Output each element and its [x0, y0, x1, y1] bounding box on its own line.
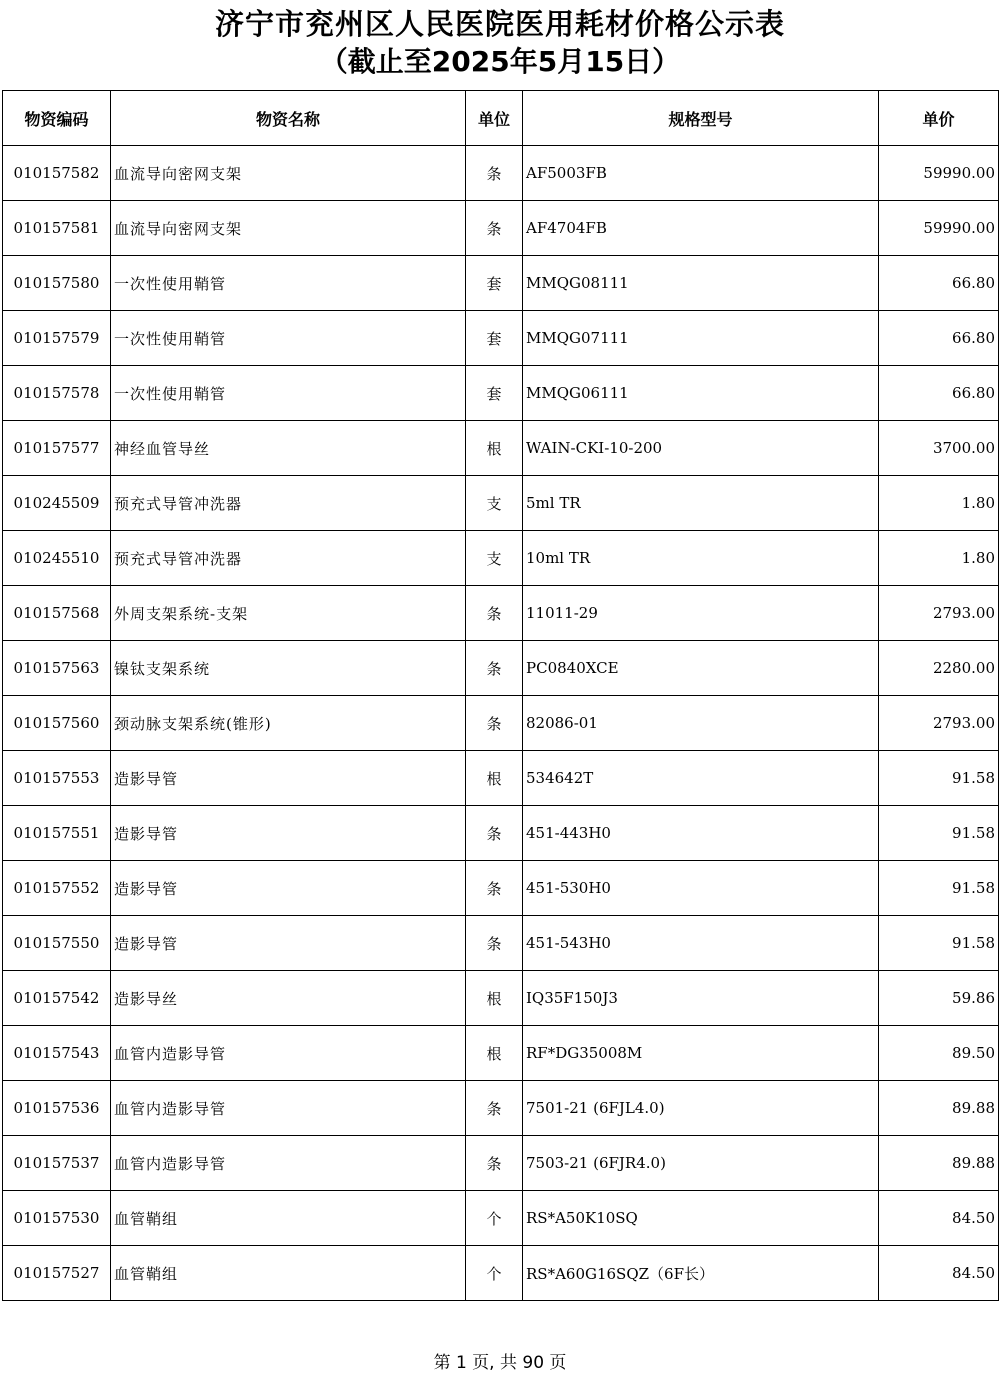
cell-code: 010157578	[3, 366, 111, 421]
page-indicator: 第 1 页, 共 90 页	[433, 1353, 567, 1373]
cell-spec: 7503-21 (6FJR4.0)	[523, 1136, 879, 1191]
cell-name: 血管内造影导管	[111, 1026, 466, 1081]
cell-spec: RS*A60G16SQZ（6F长）	[523, 1246, 879, 1301]
cell-spec: 11011-29	[523, 586, 879, 641]
cell-code: 010157582	[3, 146, 111, 201]
cell-code: 010157527	[3, 1246, 111, 1301]
cell-name: 血流导向密网支架	[111, 201, 466, 256]
cell-price: 59.86	[879, 971, 999, 1026]
table-row	[3, 1191, 999, 1246]
table-row	[3, 971, 999, 1026]
cell-price: 84.50	[879, 1191, 999, 1246]
cell-unit: 根	[466, 421, 523, 476]
cell-price: 2793.00	[879, 586, 999, 641]
cell-code: 010157543	[3, 1026, 111, 1081]
cell-unit: 支	[466, 476, 523, 531]
cell-unit: 个	[466, 1246, 523, 1301]
cell-code: 010157550	[3, 916, 111, 971]
cell-name: 镍钛支架系统	[111, 641, 466, 696]
cell-price: 2793.00	[879, 696, 999, 751]
cell-price: 59990.00	[879, 146, 999, 201]
cell-spec: RF*DG35008M	[523, 1026, 879, 1081]
cell-spec: MMQG08111	[523, 256, 879, 311]
cell-name: 预充式导管冲洗器	[111, 476, 466, 531]
cell-spec: AF4704FB	[523, 201, 879, 256]
cell-unit: 个	[466, 1191, 523, 1246]
table-row	[3, 696, 999, 751]
cell-unit: 套	[466, 366, 523, 421]
header-unit: 单位	[466, 91, 523, 146]
cell-price: 91.58	[879, 916, 999, 971]
cell-unit: 条	[466, 696, 523, 751]
cell-unit: 条	[466, 916, 523, 971]
cell-price: 91.58	[879, 861, 999, 916]
table-row	[3, 916, 999, 971]
header-code: 物资编码	[3, 91, 111, 146]
cell-unit: 条	[466, 861, 523, 916]
cell-code: 010157568	[3, 586, 111, 641]
cell-spec: MMQG07111	[523, 311, 879, 366]
table-row	[3, 1136, 999, 1191]
cell-name: 血管内造影导管	[111, 1136, 466, 1191]
cell-unit: 套	[466, 256, 523, 311]
cell-name: 一次性使用鞘管	[111, 256, 466, 311]
cell-code: 010245510	[3, 531, 111, 586]
cell-price: 66.80	[879, 256, 999, 311]
cell-code: 010157581	[3, 201, 111, 256]
cell-spec: 451-530H0	[523, 861, 879, 916]
cell-spec: 10ml TR	[523, 531, 879, 586]
table-row	[3, 586, 999, 641]
cell-price: 91.58	[879, 751, 999, 806]
cell-name: 外周支架系统-支架	[111, 586, 466, 641]
cell-price: 66.80	[879, 366, 999, 421]
cell-price: 1.80	[879, 476, 999, 531]
table-row	[3, 421, 999, 476]
cell-price: 66.80	[879, 311, 999, 366]
cell-spec: RS*A50K10SQ	[523, 1191, 879, 1246]
table-row	[3, 1246, 999, 1301]
table-row	[3, 1081, 999, 1136]
cell-name: 一次性使用鞘管	[111, 366, 466, 421]
table-row	[3, 1026, 999, 1081]
cell-code: 010157579	[3, 311, 111, 366]
table-row	[3, 366, 999, 421]
table-row	[3, 531, 999, 586]
table-row	[3, 146, 999, 201]
cell-code: 010157553	[3, 751, 111, 806]
table-header-row	[3, 91, 999, 146]
cell-spec: WAIN-CKI-10-200	[523, 421, 879, 476]
cell-code: 010157580	[3, 256, 111, 311]
cell-code: 010157560	[3, 696, 111, 751]
header-spec: 规格型号	[523, 91, 879, 146]
cell-spec: AF5003FB	[523, 146, 879, 201]
cell-unit: 条	[466, 586, 523, 641]
cell-spec: 451-543H0	[523, 916, 879, 971]
cell-price: 91.58	[879, 806, 999, 861]
cell-code: 010157552	[3, 861, 111, 916]
header-name: 物资名称	[111, 91, 466, 146]
cell-spec: 5ml TR	[523, 476, 879, 531]
document-subtitle: （截止至2025年5月15日）	[319, 45, 681, 78]
table-row	[3, 806, 999, 861]
cell-unit: 条	[466, 146, 523, 201]
cell-name: 造影导管	[111, 916, 466, 971]
cell-price: 1.80	[879, 531, 999, 586]
cell-unit: 套	[466, 311, 523, 366]
cell-price: 84.50	[879, 1246, 999, 1301]
cell-unit: 条	[466, 201, 523, 256]
cell-unit: 条	[466, 806, 523, 861]
cell-name: 血流导向密网支架	[111, 146, 466, 201]
table-row	[3, 476, 999, 531]
table-body	[3, 146, 999, 1301]
cell-price: 89.88	[879, 1136, 999, 1191]
cell-price: 89.50	[879, 1026, 999, 1081]
cell-spec: IQ35F150J3	[523, 971, 879, 1026]
cell-name: 颈动脉支架系统(锥形)	[111, 696, 466, 751]
cell-name: 血管内造影导管	[111, 1081, 466, 1136]
cell-price: 3700.00	[879, 421, 999, 476]
cell-name: 血管鞘组	[111, 1191, 466, 1246]
table-row	[3, 641, 999, 696]
cell-code: 010157530	[3, 1191, 111, 1246]
cell-unit: 根	[466, 971, 523, 1026]
cell-unit: 条	[466, 1136, 523, 1191]
cell-unit: 条	[466, 1081, 523, 1136]
cell-name: 造影导管	[111, 806, 466, 861]
cell-spec: 7501-21 (6FJL4.0)	[523, 1081, 879, 1136]
cell-unit: 支	[466, 531, 523, 586]
table-row	[3, 311, 999, 366]
cell-price: 59990.00	[879, 201, 999, 256]
cell-code: 010157537	[3, 1136, 111, 1191]
document-title: 济宁市兖州区人民医院医用耗材价格公示表	[214, 7, 785, 41]
cell-code: 010157542	[3, 971, 111, 1026]
price-table	[2, 90, 999, 1301]
cell-name: 一次性使用鞘管	[111, 311, 466, 366]
cell-name: 预充式导管冲洗器	[111, 531, 466, 586]
cell-unit: 根	[466, 1026, 523, 1081]
cell-code: 010157551	[3, 806, 111, 861]
cell-code: 010157563	[3, 641, 111, 696]
cell-name: 造影导管	[111, 751, 466, 806]
cell-code: 010245509	[3, 476, 111, 531]
table-row	[3, 201, 999, 256]
table-row	[3, 751, 999, 806]
cell-name: 血管鞘组	[111, 1246, 466, 1301]
cell-name: 神经血管导丝	[111, 421, 466, 476]
cell-name: 造影导管	[111, 861, 466, 916]
cell-spec: MMQG06111	[523, 366, 879, 421]
cell-price: 2280.00	[879, 641, 999, 696]
cell-spec: 534642T	[523, 751, 879, 806]
header-price: 单价	[879, 91, 999, 146]
cell-name: 造影导丝	[111, 971, 466, 1026]
cell-unit: 条	[466, 641, 523, 696]
cell-spec: 82086-01	[523, 696, 879, 751]
table-row	[3, 256, 999, 311]
cell-code: 010157536	[3, 1081, 111, 1136]
table-row	[3, 861, 999, 916]
cell-spec: PC0840XCE	[523, 641, 879, 696]
cell-code: 010157577	[3, 421, 111, 476]
cell-unit: 根	[466, 751, 523, 806]
cell-price: 89.88	[879, 1081, 999, 1136]
cell-spec: 451-443H0	[523, 806, 879, 861]
